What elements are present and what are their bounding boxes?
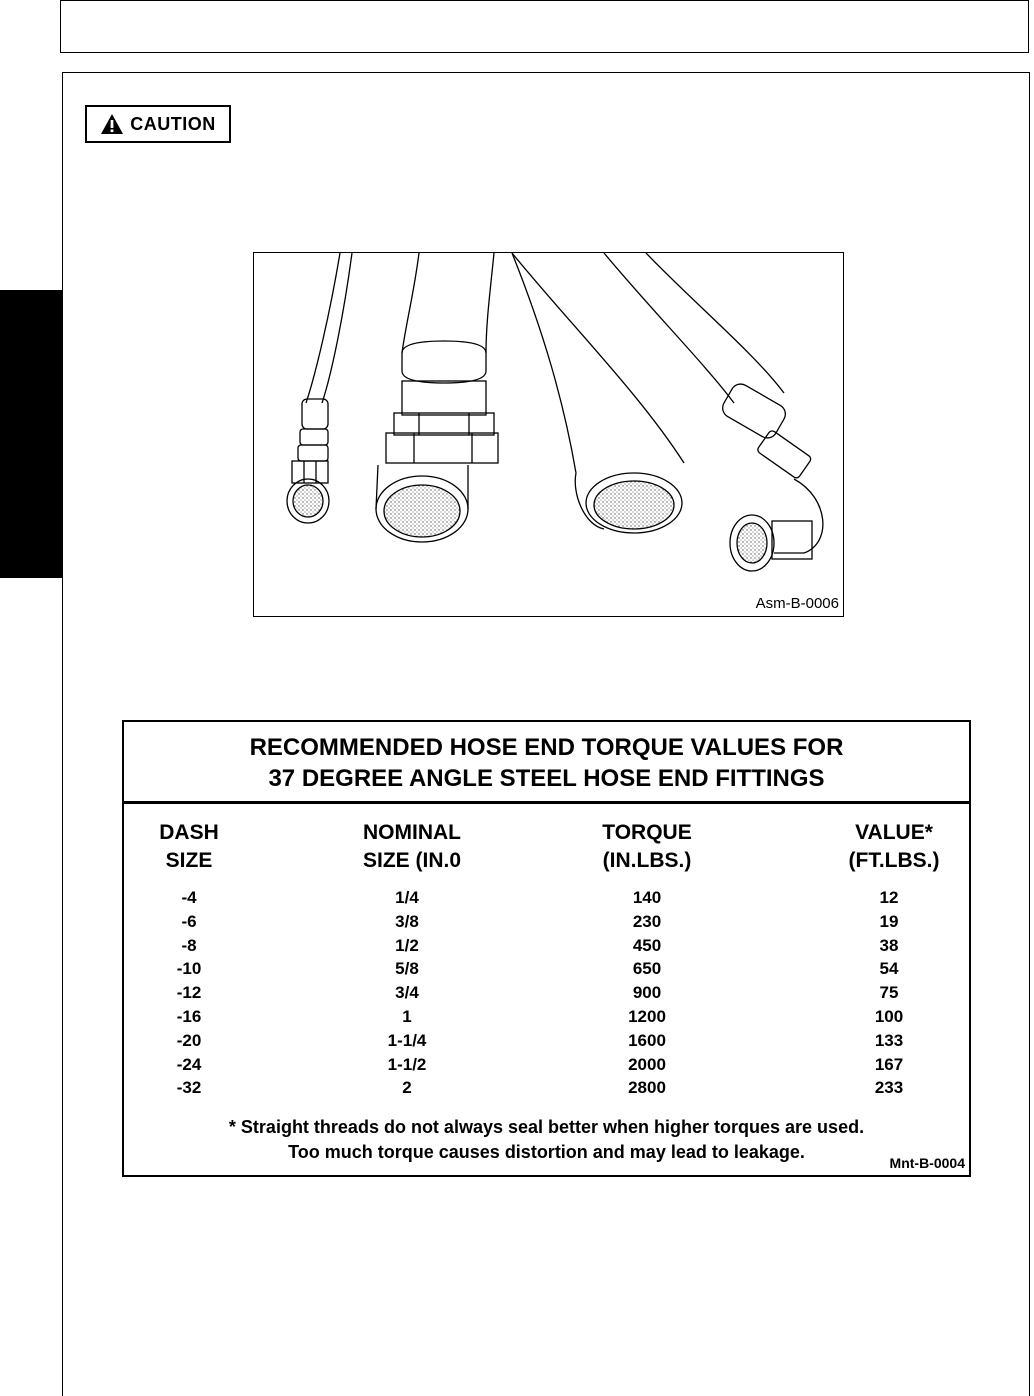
- table-cell: -6: [181, 911, 197, 931]
- header-line: NOMINAL: [363, 821, 461, 844]
- hose-fittings-illustration: [253, 252, 844, 617]
- warning-triangle-icon: [100, 113, 124, 135]
- caution-label: [85, 105, 231, 143]
- header-line: DASH: [159, 821, 219, 844]
- table-cell: 1600: [628, 1030, 666, 1050]
- illustration-reference-label: Asm-B-0006: [755, 595, 839, 612]
- table-cell: -12: [176, 983, 202, 1003]
- table-cell: -10: [176, 959, 202, 979]
- table-cell: 54: [879, 959, 899, 979]
- table-cell: 450: [632, 935, 662, 955]
- table-cell: 1/4: [395, 888, 419, 907]
- column-value-ft-lbs-values: [849, 886, 929, 1100]
- header-line: SIZE: [165, 849, 213, 872]
- column-nominal-size-values: [357, 886, 457, 1100]
- caution-text: CAUTION: [130, 113, 216, 134]
- table-cell: -20: [176, 1030, 202, 1050]
- page-header-box: [60, 0, 1029, 53]
- column-torque-in-lbs-values: [597, 886, 697, 1100]
- table-cell: -8: [181, 935, 197, 955]
- table-cell: 19: [879, 911, 899, 931]
- table-reference-label: Mnt-B-0004: [889, 1155, 965, 1171]
- column-header-dash-size: [144, 819, 234, 875]
- table-cell: 2000: [628, 1054, 666, 1074]
- table-title-line2: 37 DEGREE ANGLE STEEL HOSE END FITTINGS: [268, 765, 825, 792]
- table-cell: 1/2: [395, 935, 419, 955]
- table-cell: -32: [176, 1078, 202, 1098]
- table-cell: 3/8: [395, 911, 419, 931]
- table-cell: -16: [176, 1006, 202, 1026]
- column-dash-size-values: [154, 886, 224, 1100]
- title-divider: [124, 801, 969, 804]
- table-title: [124, 732, 969, 794]
- header-line: SIZE (IN.0: [362, 849, 462, 872]
- table-cell: 230: [632, 911, 662, 931]
- table-cell: 100: [874, 1006, 904, 1026]
- header-line: VALUE*: [855, 821, 933, 844]
- table-title-line1: RECOMMENDED HOSE END TORQUE VALUES FOR: [249, 734, 844, 761]
- table-footnote: [124, 1115, 969, 1165]
- table-cell: 3/4: [395, 983, 419, 1003]
- table-cell: 1: [402, 1006, 412, 1026]
- table-cell: 75: [879, 983, 899, 1003]
- table-cell: 167: [874, 1054, 904, 1074]
- table-cell: 2: [402, 1078, 412, 1098]
- section-tab: [0, 290, 62, 578]
- table-cell: 900: [632, 983, 662, 1003]
- table-cell: -24: [176, 1054, 202, 1074]
- footnote-line1: * Straight threads do not always seal better when higher torques are used.: [228, 1117, 865, 1137]
- table-cell: 133: [874, 1030, 904, 1050]
- table-cell: 1-1/4: [387, 1030, 427, 1050]
- column-header-torque: [582, 819, 712, 875]
- column-header-nominal-size: [337, 819, 487, 875]
- table-cell: 1-1/2: [387, 1054, 427, 1074]
- column-header-value: [824, 819, 964, 875]
- table-cell: 2800: [628, 1078, 666, 1098]
- table-cell: 1200: [628, 1006, 666, 1026]
- table-cell: 38: [879, 935, 899, 955]
- torque-values-table: [122, 720, 971, 1177]
- header-line: TORQUE: [602, 821, 692, 844]
- header-line: (IN.LBS.): [602, 849, 692, 872]
- hose-fittings-drawing: [254, 253, 843, 616]
- table-cell: 650: [632, 959, 662, 979]
- header-line: (FT.LBS.): [848, 849, 940, 872]
- table-cell: 140: [632, 888, 662, 907]
- table-cell: 5/8: [395, 959, 419, 979]
- footnote-line2: Too much torque causes distortion and may lead to leakage.: [288, 1142, 805, 1162]
- table-cell: 233: [874, 1078, 904, 1098]
- table-cell: 12: [879, 888, 899, 907]
- table-cell: -4: [181, 888, 197, 907]
